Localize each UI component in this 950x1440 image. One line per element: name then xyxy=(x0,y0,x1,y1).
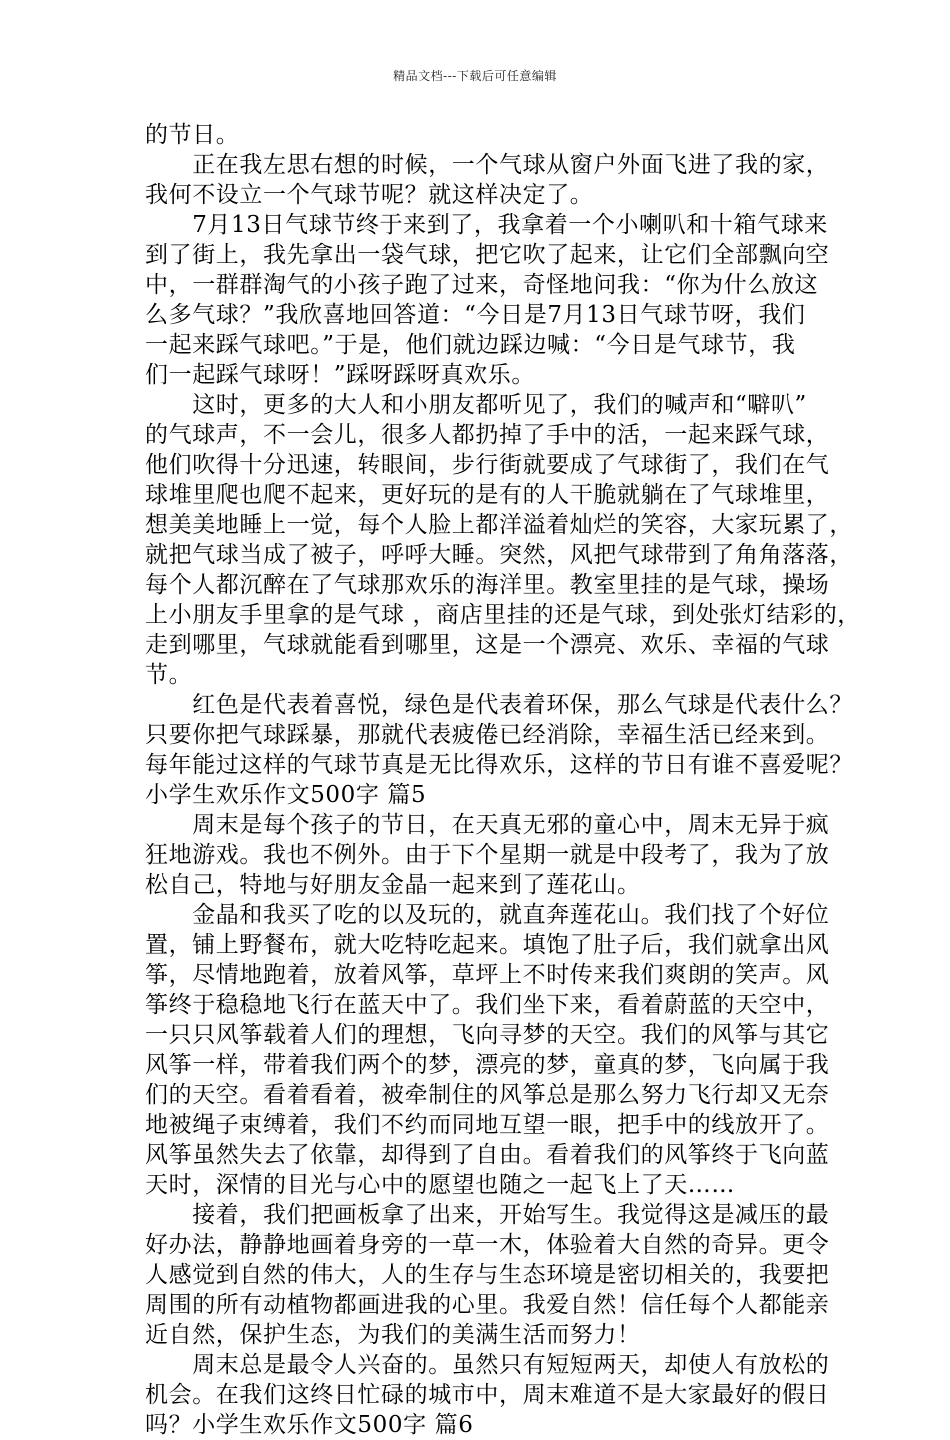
text-line: 球堆里爬也爬不起来，更好玩的是有的人干脆就躺在了气球堆里， xyxy=(145,482,830,508)
text-line: 周围的所有动植物都画进我的心里。我爱自然！信任每个人都能亲 xyxy=(145,1292,830,1318)
text-line: 正在我左思右想的时候，一个气球从窗户外面飞进了我的家， xyxy=(145,152,830,178)
text-line: 走到哪里，气球就能看到哪里，这是一个漂亮、欢乐、幸福的气球 xyxy=(145,632,830,658)
article-body xyxy=(145,120,861,1440)
text-line: 的节日。 xyxy=(145,122,240,148)
text-line: 小学生欢乐作文500字 篇5 xyxy=(145,782,427,808)
text-line: 天时，深情的目光与心中的愿望也随之一起飞上了天…… xyxy=(145,1172,735,1198)
text-line: 松自己，特地与好朋友金晶一起来到了莲花山。 xyxy=(145,872,641,898)
text-line: 周末总是最令人兴奋的。虽然只有短短两天，却使人有放松的 xyxy=(145,1352,830,1378)
text-line: 每个人都沉醉在了气球那欢乐的海洋里。教室里挂的是气球，操场 xyxy=(145,572,830,598)
text-line: 一起来踩气球吧。”于是，他们就边踩边喊：“今日是气球节，我 xyxy=(145,332,796,358)
text-line: 上小朋友手里拿的是气球 ，商店里挂的还是气球，到处张灯结彩的， xyxy=(145,602,861,628)
text-line: 风筝一样，带着我们两个的梦，漂亮的梦，童真的梦，飞向属于我 xyxy=(145,1052,830,1078)
text-line: 这时，更多的大人和小朋友都听见了，我们的喊声和“噼叭” xyxy=(145,392,807,418)
text-line: 置，铺上野餐布，就大吃特吃起来。填饱了肚子后，我们就拿出风 xyxy=(145,932,830,958)
text-line: 风筝虽然失去了依靠，却得到了自由。看着我们的风筝终于飞向蓝 xyxy=(145,1142,830,1168)
text-line: 中，一群群淘气的小孩子跑了过来，奇怪地问我：“你为什么放这 xyxy=(145,272,819,298)
text-line: 狂地游戏。我也不例外。由于下个星期一就是中段考了，我为了放 xyxy=(145,842,830,868)
text-line: 们一起踩气球呀！”踩呀踩呀真欢乐。 xyxy=(145,362,535,388)
text-line: 他们吹得十分迅速，转眼间，步行街就要成了气球街了，我们在气 xyxy=(145,452,830,478)
text-line: 们的天空。看着看着，被牵制住的风筝总是那么努力飞行却又无奈 xyxy=(145,1082,830,1108)
text-line: 金晶和我买了吃的以及玩的，就直奔莲花山。我们找了个好位 xyxy=(145,902,830,928)
text-line: 机会。在我们这终日忙碌的城市中，周末难道不是大家最好的假日 xyxy=(145,1382,830,1408)
text-line: 到了街上，我先拿出一袋气球，把它吹了起来，让它们全部飘向空 xyxy=(145,242,830,268)
page-header: 精品文档---下载后可任意编辑 xyxy=(393,69,557,83)
text-line: 每年能过这样的气球节真是无比得欢乐，这样的节日有谁不喜爱呢？ xyxy=(145,752,853,778)
text-line: 节。 xyxy=(145,662,193,688)
text-line: 红色是代表着喜悦，绿色是代表着环保，那么气球是代表什么？ xyxy=(145,692,853,718)
text-line: 近自然，保护生态，为我们的美满生活而努力！ xyxy=(145,1322,641,1348)
text-line: 吗？小学生欢乐作文500字 篇6 xyxy=(145,1412,474,1438)
text-line: 就把气球当成了被子，呼呼大睡。突然，风把气球带到了角角落落， xyxy=(145,542,853,568)
text-line: 只要你把气球踩暴，那就代表疲倦已经消除，幸福生活已经来到。 xyxy=(145,722,830,748)
text-line: 7月13日气球节终于来到了，我拿着一个小喇叭和十箱气球来 xyxy=(145,212,828,238)
text-line: 筝终于稳稳地飞行在蓝天中了。我们坐下来，看着蔚蓝的天空中， xyxy=(145,992,830,1018)
text-line: 的气球声，不一会儿，很多人都扔掉了手中的活，一起来踩气球， xyxy=(145,422,830,448)
text-line: 周末是每个孩子的节日，在天真无邪的童心中，周末无异于疯 xyxy=(145,812,830,838)
text-line: 我何不设立一个气球节呢？就这样决定了。 xyxy=(145,182,594,208)
text-line: 人感觉到自然的伟大，人的生存与生态环境是密切相关的，我要把 xyxy=(145,1262,830,1288)
text-line: 么多气球？”我欣喜地回答道：“今日是7月13日气球节呀，我们 xyxy=(145,302,806,328)
text-line: 地被绳子束缚着，我们不约而同地互望一眼，把手中的线放开了。 xyxy=(145,1112,830,1138)
text-line: 接着，我们把画板拿了出来，开始写生。我觉得这是减压的最 xyxy=(145,1202,830,1228)
text-line: 想美美地睡上一觉，每个人脸上都洋溢着灿烂的笑容，大家玩累了， xyxy=(145,512,853,538)
text-line: 一只只风筝载着人们的理想，飞向寻梦的天空。我们的风筝与其它 xyxy=(145,1022,830,1048)
text-line: 筝，尽情地跑着，放着风筝，草坪上不时传来我们爽朗的笑声。风 xyxy=(145,962,830,988)
text-line: 好办法，静静地画着身旁的一草一木，体验着大自然的奇异。更令 xyxy=(145,1232,830,1258)
